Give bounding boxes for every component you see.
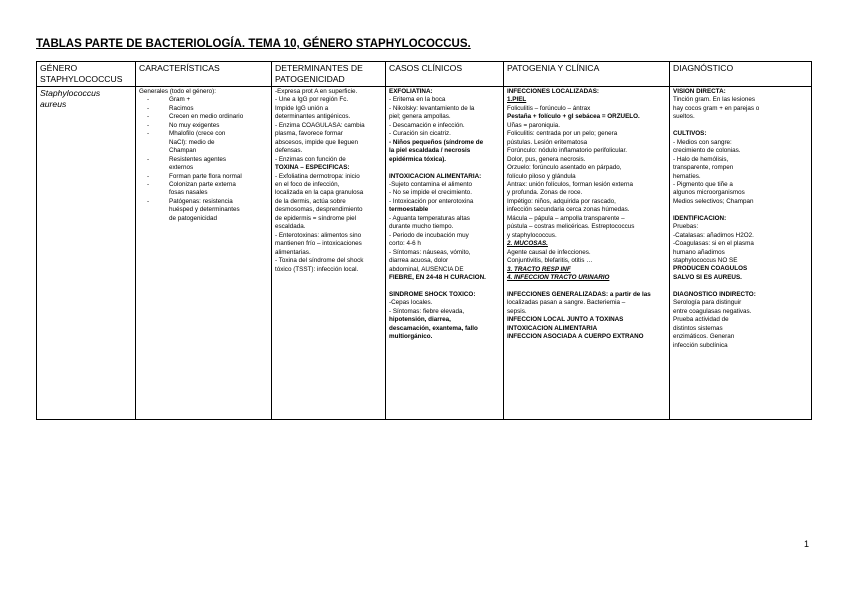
list-item-text: - Mhalofilo (crece con (169, 130, 226, 138)
casos-line: multiorgánico. (389, 333, 433, 341)
list-item-text: - Resistentes agentes (169, 155, 227, 163)
header-caracteristicas (136, 62, 272, 87)
page-title: TABLAS PARTE DE BACTERIOLOGÍA. TEMA 10, GÉNERO STAPHYLOCOCCUS. (36, 38, 471, 50)
patogenia-line: 4. INFECCIÓN TRACTO URINARIO (507, 273, 610, 281)
determinantes-line: defensas. (275, 147, 303, 155)
casos-line: - Aguanta temperaturas altas (389, 214, 470, 222)
diagnostico-line: Serología para distinguir (673, 299, 742, 307)
determinantes-line: - Une a IgG por región Fc. (275, 96, 349, 104)
header-line: DIAGNÓSTICO (673, 63, 734, 73)
casos-line: -Cepas locales. (389, 299, 433, 307)
casos-line: - Niños pequeños (síndrome de (389, 138, 484, 146)
diagnostico-line: -Coagulasas: si en el plasma (673, 240, 754, 248)
diagnostico-line: infección subclínica (673, 341, 728, 349)
determinantes-line: tóxico (TSST): infección local. (275, 265, 359, 273)
diagnostico-line: sueltos. (673, 113, 695, 121)
caracteristicas-list (139, 96, 268, 223)
casos-line: FIEBRE, EN 24-48 H CURACIÓN. (389, 273, 486, 281)
patogenia-line: INTOXICACIÓN ALIMENTARIA (507, 324, 598, 332)
casos-line: - Eritema en la boca (389, 96, 446, 104)
list-item-text: NaCl): medio de (169, 138, 215, 146)
determinantes-line: desmosomas, desprendimiento (275, 206, 363, 214)
list-item-text: fosas nasales (169, 189, 208, 197)
patogenia-line: 3. TRACTO RESP INF (507, 265, 571, 273)
casos-line: EXFOLIATINA: (389, 88, 433, 95)
determinantes-line: plasma, favorece formar (275, 130, 343, 138)
diagnostico-line: Prueba actividad de (673, 316, 729, 324)
casos-line: diarrea acuosa, dolor (389, 257, 449, 265)
determinantes-line: escaldada. (275, 223, 306, 231)
casos-line: - Nikolsky: levantamiento de la (389, 104, 475, 112)
patogenia-line: infección secundaria cerca zonas húmedas. (507, 206, 630, 214)
diagnostico-line: hay cocos gram + en parejas o (673, 104, 760, 112)
casos-line: epidérmica tóxica). (389, 155, 447, 163)
header-line: CASOS CLÍNICOS (389, 63, 463, 73)
determinantes-line: - Enzimas con función de (275, 155, 346, 163)
casos-line: descamación, exantema, fallo (389, 324, 478, 332)
header-determinantes (272, 62, 386, 87)
patogenia-line: INFECCIÓN ASOCIADA A CUERPO EXTRAÑO (507, 333, 644, 341)
patogenia-line: y profunda. Zonas de roce. (507, 189, 583, 197)
casos-line: - Intoxicación por enterotoxina (389, 197, 474, 205)
list-item-text: huésped y determinantes (169, 206, 240, 214)
casos-line: hipotensión, diarrea, (389, 316, 451, 324)
determinantes-line: - Toxina del síndrome del shock (275, 257, 364, 265)
patogenia-line: Agente causal de infecciones. (507, 248, 591, 256)
determinantes-line: alimentarias. (275, 248, 311, 256)
casos-line: corto: 4-6 h (389, 240, 421, 248)
diagnostico-line: Pruebas: (673, 223, 699, 231)
diagnostico-line: PRODUCEN COÁGULOS (673, 265, 748, 273)
patogenia-line: INFECCIONES GENERALIZADAS: a partir de las (507, 290, 651, 298)
patogenia-line: pústulas. Lesión eritematosa (507, 138, 588, 146)
list-item (169, 198, 268, 223)
header-line: CARACTERÍSTICAS (139, 63, 220, 73)
determinantes-line: mantienen frío – intoxicaciones (275, 240, 362, 248)
header-line: PATOGENIA Y CLÍNICA (507, 63, 600, 73)
casos-line: - Síntomas: fiebre elevada, (389, 307, 465, 315)
casos-line: - Descamación e infección. (389, 121, 465, 129)
diagnostico-line: DIAGNÓSTICO INDIRECTO: (673, 290, 756, 298)
casos-line: - No se impide el crecimiento. (389, 189, 472, 197)
patogenia-line: Pestaña + folículo + gl sebácea = ORZUELO. (507, 113, 640, 121)
diagnostico-line: - Medios con sangre: (673, 138, 732, 146)
cell-caracteristicas (136, 87, 272, 420)
casos-line (389, 282, 500, 290)
list-item-text: - Colonizan parte externa (169, 180, 236, 188)
diagnostico-line: SALVO SI ES AUREUS. (673, 273, 742, 281)
list-item-text: - Crecen en medio ordinario (169, 113, 244, 121)
determinantes-line: en el foco de infección, (275, 180, 340, 188)
diagnostico-line (673, 206, 808, 214)
patogenia-line: Mácula – pápula – ampolla transparente – (507, 214, 625, 222)
casos-line: termoestable (389, 206, 429, 214)
header-casos-clinicos (386, 62, 504, 87)
diagnostico-line: humano añadimos (673, 248, 725, 256)
diagnostico-line: - Pigmento que tiñe a (673, 180, 733, 188)
patogenia-line: INFECCIONES LOCALIZADAS: (507, 88, 600, 95)
determinantes-line: - Exfoliatina dermotropa: inicio (275, 172, 360, 180)
cell-determinantes (272, 87, 386, 420)
patogenia-line: Dolor, pus, genera necrosis. (507, 155, 586, 163)
casos-line: -Sujeto contamina el alimento (389, 180, 472, 188)
list-item-text: Champan (169, 147, 197, 155)
header-row (37, 62, 812, 87)
cell-casos-clinicos (386, 87, 504, 420)
list-item (169, 173, 268, 181)
diagnostico-line: crecimiento de colonias. (673, 147, 741, 155)
bacteriology-table (36, 61, 812, 420)
patogenia-line: sepsis. (507, 307, 527, 315)
patogenia-line: Impétigo: niños, adquirida por rascado, (507, 197, 616, 205)
diagnostico-line: Medios selectivos; Champan (673, 197, 754, 205)
determinantes-line: -Expresa prot A en superficie. (275, 88, 358, 95)
patogenia-line: INFECCIÓN LOCAL JUNTO A TOXINAS (507, 316, 624, 324)
header-line: PATOGENICIDAD (275, 74, 345, 84)
casos-line: la piel escaldada / necrosis (389, 147, 471, 155)
patogenia-line: 1.PIEL (507, 96, 527, 104)
caracteristicas-intro: Generales (todo el género): (139, 88, 217, 95)
patogenia-line: pústula – costras melicéricas. Estreptococcus (507, 223, 635, 231)
list-item-text: - Gram + (169, 96, 191, 104)
casos-line: - Síntomas: náuseas, vómito, (389, 248, 471, 256)
list-item-text: - No muy exigentes (169, 121, 220, 129)
determinantes-line: - Enterotoxinas: alimentos sino (275, 231, 362, 239)
casos-line: SÍNDROME SHOCK TÓXICO: (389, 290, 476, 298)
table-row (37, 87, 812, 420)
diagnostico-line: - Halo de hemólisis, (673, 155, 729, 163)
diagnostico-line: IDENTIFICACIÓN: (673, 214, 727, 222)
header-line: STAPHYLOCOCCUS (40, 74, 123, 84)
list-item-text: de patogenicidad (169, 214, 217, 222)
determinantes-line: TOXINA – ESPECÍFICAS: (275, 164, 350, 172)
diagnostico-line: CULTIVOS: (673, 130, 707, 138)
patogenia-line: Orzuelo: forúnculo asentado en párpado, (507, 164, 622, 172)
header-line: DETERMINANTES DE (275, 63, 363, 73)
determinantes-line: localizada en la capa granulosa (275, 189, 364, 197)
patogenia-line: Ántrax: unión folículos, forman lesión externa (507, 180, 634, 188)
header-diagnostico (670, 62, 812, 87)
diagnostico-line: transparente, rompen (673, 164, 734, 172)
list-item (169, 122, 268, 130)
list-item-text: externos (169, 164, 194, 172)
page-number: 1 (804, 539, 810, 549)
determinantes-line: de epidermis = síndrome piel (275, 214, 357, 222)
diagnostico-line: Tinción gram. En las lesiones (673, 96, 756, 104)
list-item (169, 181, 268, 198)
casos-line: durante mucho tiempo. (389, 223, 454, 231)
list-item-text: - Racimos (169, 104, 194, 112)
casos-line (389, 164, 500, 172)
diagnostico-line: entre coagulasas negativas. (673, 307, 752, 315)
diagnostico-line (673, 282, 808, 290)
list-item-text: - Patógenas: resistencia (169, 197, 233, 205)
list-item (169, 156, 268, 173)
list-item (169, 113, 268, 121)
list-item-text: - Forman parte flora normal (169, 172, 242, 180)
organism-name: Staphylococcus (40, 88, 101, 98)
diagnostico-line: algunos microorganismos (673, 189, 745, 197)
casos-line: piel; genera ampollas. (389, 113, 451, 121)
cell-patogenia (504, 87, 670, 420)
diagnostico-line: VISIÓN DIRECTA: (673, 88, 726, 95)
patogenia-line: y staphylococcus. (507, 231, 557, 239)
header-line: GÉNERO (40, 63, 78, 73)
casos-line: - Curación sin cicatriz. (389, 130, 451, 138)
diagnostico-line: hematíes. (673, 172, 701, 180)
diagnostico-line: -Catalasas: añadimos H2O2. (673, 231, 754, 239)
diagnostico-line: staphylococcus NO SE (673, 257, 738, 265)
patogenia-line: Foliculitis: centrada por un pelo; genera (507, 130, 618, 138)
determinantes-line: - Enzima COAGULASA: cambia (275, 121, 365, 129)
casos-line: - Periodo de incubación muy (389, 231, 469, 239)
diagnostico-line (673, 122, 808, 130)
casos-line: INTOXICACIÓN ALIMENTARIA: (389, 172, 482, 180)
cell-organism (37, 87, 136, 420)
patogenia-line: Foliculitis – forúnculo – ántrax (507, 104, 591, 112)
header-patogenia (504, 62, 670, 87)
organism-name: aureus (40, 99, 67, 109)
patogenia-line: localizadas pasan a sangre. Bacteriemia – (507, 299, 626, 307)
list-item (169, 130, 268, 155)
patogenia-line: folículo piloso y glándula (507, 172, 576, 180)
patogenia-line: Uñas = paroniquia. (507, 121, 561, 129)
cell-diagnostico (670, 87, 812, 420)
patogenia-line: 2. MUCOSAS. (507, 240, 548, 248)
header-genero (37, 62, 136, 87)
diagnostico-line: enzimáticos. Generan (673, 333, 735, 341)
patogenia-line: Conjuntivitis, blefaritis, otitis … (507, 257, 593, 265)
determinantes-line: Impide IgG unión a (275, 104, 329, 112)
determinantes-line: determinantes antigénicos. (275, 113, 351, 121)
patogenia-line (507, 282, 666, 290)
patogenia-line: Forúnculo: nódulo inflamatorio perifolicular. (507, 147, 628, 155)
diagnostico-line: distintos sistemas (673, 324, 723, 332)
list-item (169, 96, 268, 104)
casos-line: abdominal, AUSENCIA DE (389, 265, 464, 273)
determinantes-line: de la dermis, actúa sobre (275, 197, 346, 205)
list-item (169, 105, 268, 113)
determinantes-line: abscesos, impide que lleguen (275, 138, 358, 146)
